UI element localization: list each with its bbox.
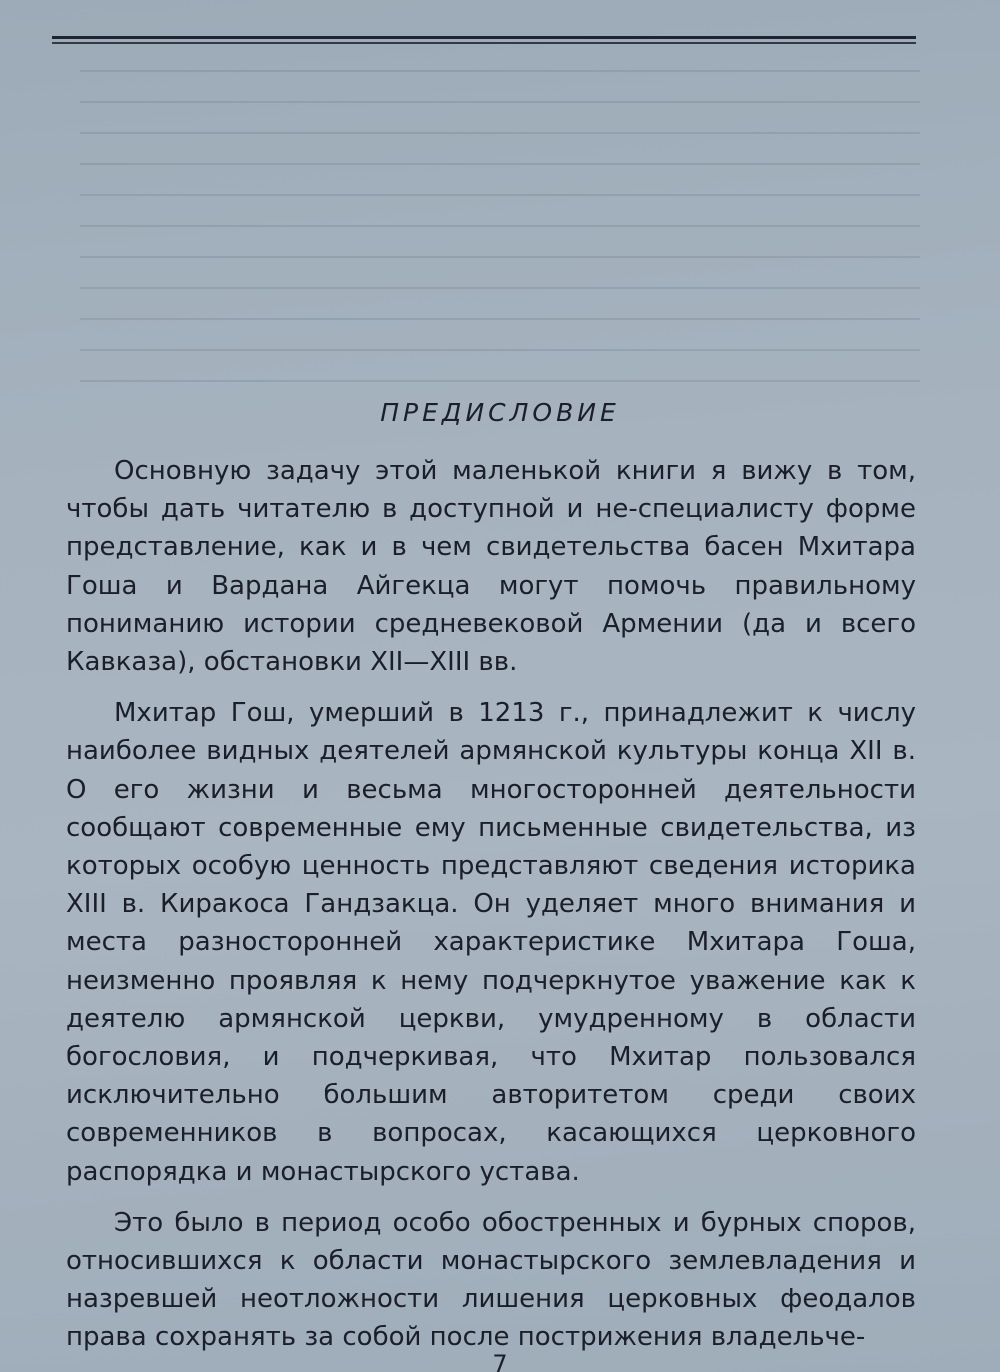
- header-rule-thin: [52, 42, 916, 44]
- paragraph: Мхитар Гош, умерший в 1213 г., принадлежит к числу наиболее видных деятелей армянской культуры конца XII в. О его жизни и весьма многосторонней деятельности сообщают современные ему письменные свидетельства, из которых особую ценность представляют сведения историка XIII в. Киракоса Гандзакца. Он уделяет много внимания и места разносторонней характеристике Мхитара Гоша, неизменно проявляя к нему подчеркнутое уважение как к деятелю армянской церкви, умудренному в области богословия, и подчеркивая, что Мхитар пользовался исключительно большим авторитетом среди своих современников в вопросах, касающихся церковного распорядка и монастырского устава.: [66, 698, 916, 1187]
- paragraph: Основную задачу этой маленькой книги я вижу в том, чтобы дать читателю в доступной и не-специалисту форме представление, как и в чем свидетельства басен Мхитара Гоша и Вардана Айгекца могут помочь правильному пониманию истории средневековой Армении (да и всего Кавказа), обстановки XII—XIII вв.: [66, 456, 916, 678]
- page-number: 7: [492, 1350, 508, 1372]
- header-rule: [52, 36, 916, 39]
- show-through-texture: [80, 70, 920, 410]
- paragraph: Это было в период особо обостренных и бурных споров, относившихся к области монастырского землевладения и назревшей неотложности лишения церковных феодалов права сохранять за собой после пострижения владельче-: [66, 1207, 916, 1353]
- chapter-heading: ПРЕДИСЛОВИЕ: [380, 398, 620, 427]
- body-text: [66, 452, 916, 1370]
